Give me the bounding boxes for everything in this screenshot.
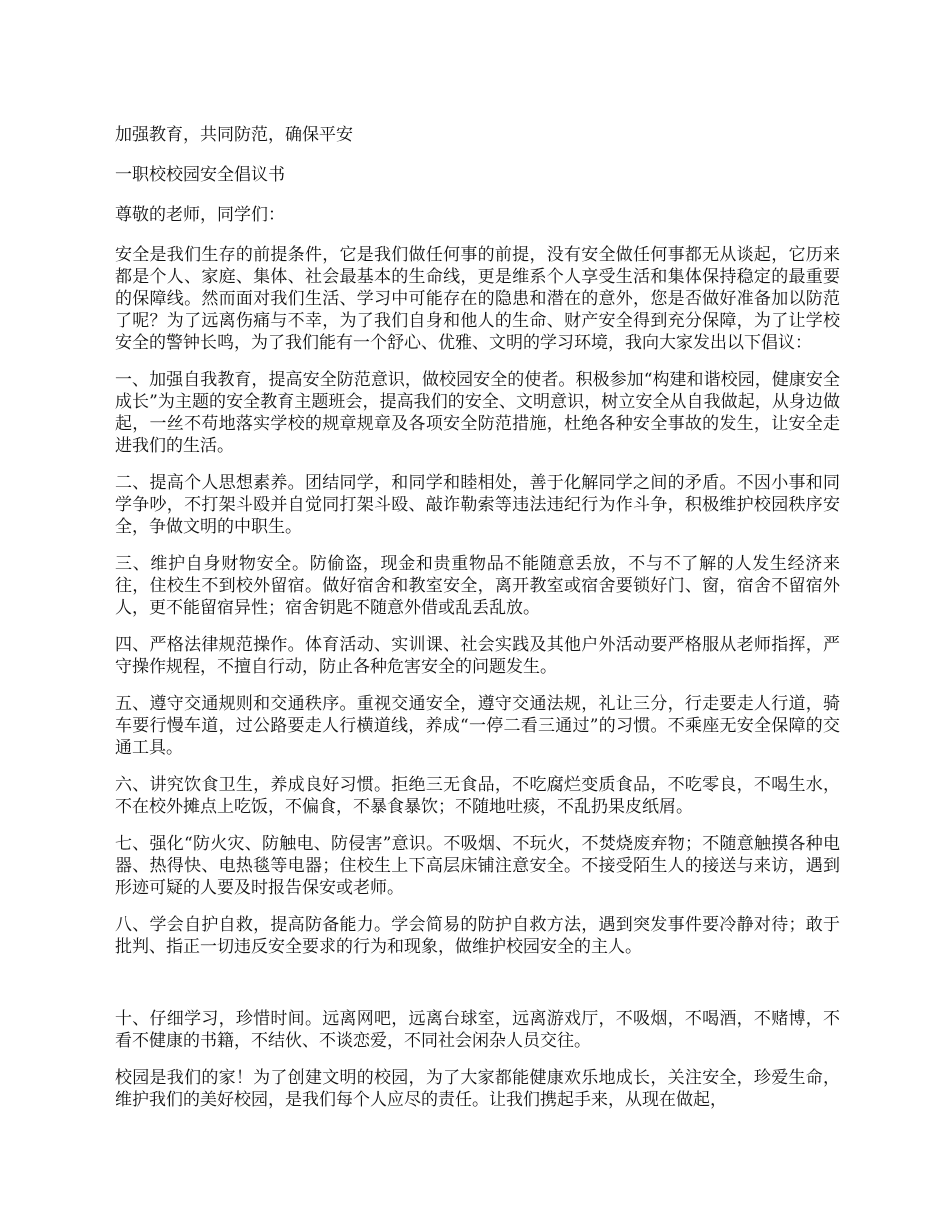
document-subtitle: 一职校校园安全倡议书 [115,165,285,185]
item-paragraph-8: 八、学会自护自救，提高防备能力。学会简易的防护自救方法，遇到突发事件要冷静对待；敢于批判、指正一切违反安全要求的行为和现象，做维护校园安全的主人。 [115,915,840,957]
item-paragraph-3: 三、维护自身财物安全。防偷盗，现金和贵重物品不能随意丢放，不与不了解的人发生经济来往，住校生不到校外留宿。做好宿舍和教室安全，离开教室或宿舍要锁好门、窗，宿舍不留宿外人，更不能留宿异性；宿舍钥匙不随意外借或乱丢乱放。 [115,554,840,618]
item-paragraph-10: 十、仔细学习，珍惜时间。远离网吧，远离台球室，远离游戏厅，不吸烟，不喝酒，不赌博，不看不健康的书籍，不结伙、不谈恋爱，不同社会闲杂人员交往。 [115,1009,840,1051]
document-title: 加强教育，共同防范，确保平安 [115,125,353,145]
item-paragraph-4: 四、严格法律规范操作。体育活动、实训课、社会实践及其他户外活动要严格服从老师指挥，严守操作规程，不擅自行动，防止各种危害安全的问题发生。 [115,635,840,677]
item-paragraph-7: 七、强化“防火灾、防触电、防侵害”意识。不吸烟、不玩火，不焚烧废弃物；不随意触摸各种电器、热得快、电热毯等电器；住校生上下高层床铺注意安全。不接受陌生人的接送与来访，遇到形迹可疑的人要及时报告保安或老师。 [115,834,840,898]
closing-paragraph: 校园是我们的家！为了创建文明的校园，为了大家都能健康欢乐地成长，关注安全，珍爱生命，维护我们的美好校园，是我们每个人应尽的责任。让我们携起手来，从现在做起， [115,1068,840,1110]
item-paragraph-5: 五、遵守交通规则和交通秩序。重视交通安全，遵守交通法规，礼让三分，行走要走人行道，骑车要行慢车道，过公路要走人行横道线，养成“一停二看三通过”的习惯。不乘座无安全保障的交通工具。 [115,694,840,758]
section-gap [115,973,840,1008]
document-body [115,124,840,1126]
item-paragraph-2: 二、提高个人思想素养。团结同学，和同学和睦相处，善于化解同学之间的矛盾。不因小事和同学争吵，不打架斗殴并自觉同打架斗殴、敲诈勒索等违法违纪行为作斗争，积极维护校园秩序安全，争做文明的中职生。 [115,473,840,537]
item-paragraph-1: 一、加强自我教育，提高安全防范意识，做校园安全的使者。积极参加“构建和谐校园，健康安全成长”为主题的安全教育主题班会，提高我们的安全、文明意识，树立安全从自我做起，从身边做起，一丝不苟地落实学校的规章规章及各项安全防范措施，杜绝各种安全事故的发生，让安全走进我们的生活。 [115,370,840,456]
greeting: 尊敬的老师，同学们： [115,205,285,225]
item-paragraph-6: 六、讲究饮食卫生，养成良好习惯。拒绝三无食品，不吃腐烂变质食品，不吃零良，不喝生水，不在校外摊点上吃饭，不偏食，不暴食暴饮；不随地吐痰，不乱扔果皮纸屑。 [115,775,840,817]
intro-paragraph: 安全是我们生存的前提条件，它是我们做任何事的前提，没有安全做任何事都无从谈起，它历来都是个人、家庭、集体、社会最基本的生命线，更是维系个人享受生活和集体保持稳定的最重要的保障线。然而面对我们生活、学习中可能存在的隐患和潜在的意外，您是否做好准备加以防范了呢？为了远离伤痛与不幸，为了我们自身和他人的生命、财产安全得到充分保障，为了让学校安全的警钟长鸣，为了我们能有一个舒心、优雅、文明的学习环境，我向大家发出以下倡议： [115,245,840,353]
